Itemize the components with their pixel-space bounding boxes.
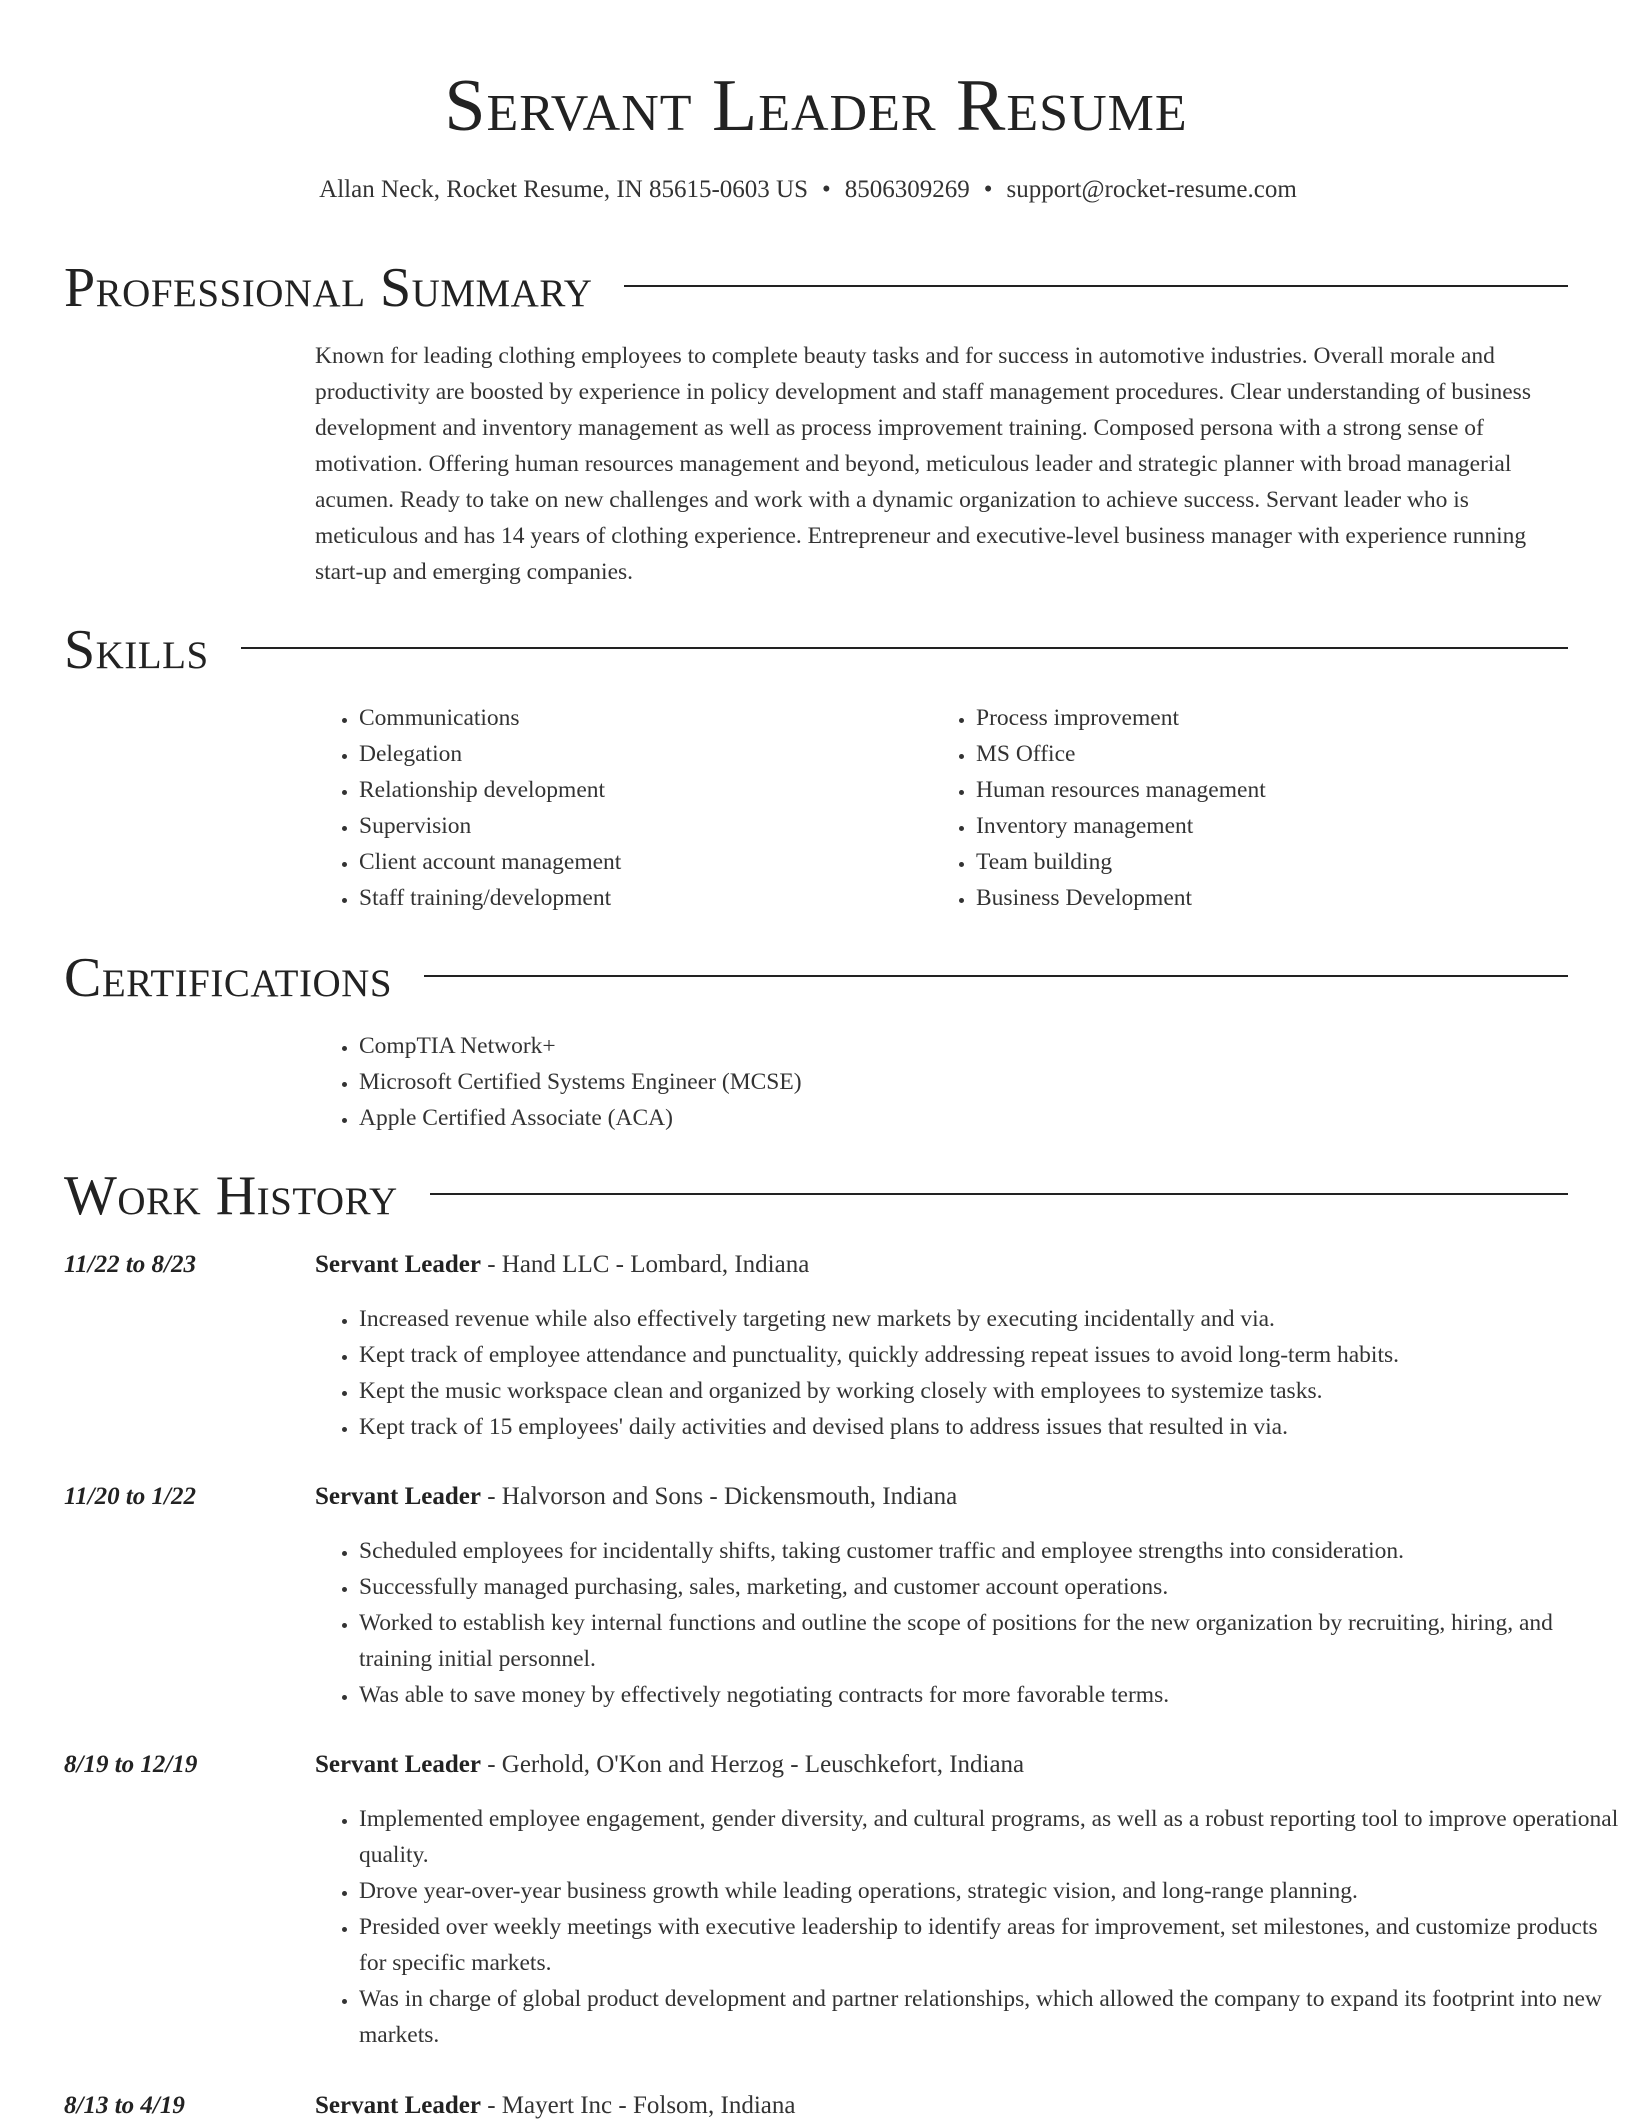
job-employer: - Mayert Inc - Folsom, Indiana	[480, 2092, 796, 2119]
certification-item: • CompTIA Network+	[359, 1028, 802, 1064]
section-title-summary: Professional Summary	[64, 257, 593, 319]
section-header-work-history	[64, 1160, 1568, 1232]
section-title-certifications: Certifications	[64, 947, 393, 1009]
job-dates: 11/20 to 1/22	[64, 1483, 196, 1510]
job-heading	[315, 1479, 957, 1515]
skill-item: • Relationship development	[359, 772, 621, 808]
skill-item: • Inventory management	[976, 808, 1266, 844]
job-dates: 11/22 to 8/23	[64, 1251, 196, 1278]
job-bullet: • Was in charge of global product development and partner relationships, which allowed the company to expand its footprint into new markets.	[359, 1981, 1629, 2053]
skill-item: • MS Office	[976, 736, 1266, 772]
skill-item: • Process improvement	[976, 700, 1266, 736]
job-heading	[315, 1747, 1024, 1783]
job-bullet: • Successfully managed purchasing, sales, marketing, and customer account operations.	[359, 1569, 1629, 1605]
resume-title: Servant Leader Resume	[444, 65, 1188, 147]
section-divider	[424, 975, 1568, 977]
skills-list-left	[315, 700, 621, 916]
job-title: Servant Leader	[315, 1483, 481, 1510]
job-title: Servant Leader	[315, 2092, 481, 2119]
job-bullets	[315, 1801, 1629, 2053]
skill-item: • Human resources management	[976, 772, 1266, 808]
skill-item: • Client account management	[359, 844, 621, 880]
section-header-certifications	[64, 942, 1568, 1014]
skill-item: • Communications	[359, 700, 621, 736]
skill-item: • Business Development	[976, 880, 1266, 916]
job-bullet: • Kept the music workspace clean and organized by working closely with employees to systemize tasks.	[359, 1373, 1629, 1409]
section-divider	[430, 1193, 1568, 1195]
section-divider	[624, 285, 1568, 287]
job-bullet: • Drove year-over-year business growth while leading operations, strategic vision, and long-range planning.	[359, 1873, 1629, 1909]
job-bullets	[315, 1301, 1629, 1445]
skill-item: • Supervision	[359, 808, 621, 844]
job-bullet: • Implemented employee engagement, gender diversity, and cultural programs, as well as a robust reporting tool to improve operational quality.	[359, 1801, 1629, 1873]
skill-item: • Delegation	[359, 736, 621, 772]
job-bullet: • Presided over weekly meetings with executive leadership to identify areas for improvement, set milestones, and customize products for specific markets.	[359, 1909, 1629, 1981]
summary-text: Known for leading clothing employees to complete beauty tasks and for success in automotive industries. Overall morale and productivity are boosted by experience in policy development and staff management procedures. Clear understanding of business development and inventory management as well as process improvement training. Composed persona with a strong sense of motivation. Offering human resources management and beyond, meticulous leader and strategic planner with broad managerial acumen. Ready to take on new challenges and work with a dynamic organization to achieve success. Servant leader who is meticulous and has 14 years of clothing experience. Entrepreneur and executive-level business manager with experience running start-up and emerging companies.	[315, 343, 1531, 585]
section-title-work-history: Work History	[64, 1165, 398, 1227]
job-employer: - Gerhold, O'Kon and Herzog - Leuschkefort, Indiana	[480, 1751, 1025, 1778]
certification-item: • Apple Certified Associate (ACA)	[359, 1100, 802, 1136]
section-header-summary	[64, 252, 1568, 324]
contact-separator: •	[983, 176, 993, 203]
job-bullet: • Kept track of employee attendance and punctuality, quickly addressing repeat issues to avoid long-term habits.	[359, 1337, 1629, 1373]
section-divider	[241, 647, 1568, 649]
job-bullet: • Kept track of 15 employees' daily activities and devised plans to address issues that resulted in via.	[359, 1409, 1629, 1445]
job-title: Servant Leader	[315, 1251, 481, 1278]
contact-email: support@rocket-resume.com	[1006, 176, 1297, 203]
job-title: Servant Leader	[315, 1751, 481, 1778]
section-header-skills	[64, 614, 1568, 686]
job-bullet: • Worked to establish key internal functions and outline the scope of positions for the new organization by recruiting, hiring, and training initial personnel.	[359, 1605, 1629, 1677]
section-title-skills: Skills	[64, 619, 209, 681]
job-dates: 8/19 to 12/19	[64, 1751, 198, 1778]
job-bullet: • Was able to save money by effectively negotiating contracts for more favorable terms.	[359, 1677, 1629, 1713]
skill-item: • Team building	[976, 844, 1266, 880]
job-employer: - Halvorson and Sons - Dickensmouth, Indiana	[480, 1483, 958, 1510]
contact-separator: •	[821, 176, 831, 203]
skills-list-right	[932, 700, 1266, 916]
job-bullet: • Scheduled employees for incidentally shifts, taking customer traffic and employee strengths into consideration.	[359, 1533, 1629, 1569]
job-heading	[315, 2088, 795, 2124]
job-employer: - Hand LLC - Lombard, Indiana	[480, 1251, 810, 1278]
certifications-list	[315, 1028, 802, 1136]
job-dates: 8/13 to 4/19	[64, 2092, 185, 2119]
contact-line	[0, 172, 1616, 208]
contact-address: Allan Neck, Rocket Resume, IN 85615-0603 US	[319, 176, 808, 203]
job-bullets	[315, 1533, 1629, 1713]
certification-item: • Microsoft Certified Systems Engineer (MCSE)	[359, 1064, 802, 1100]
contact-phone: 8506309269	[844, 176, 970, 203]
skill-item: • Staff training/development	[359, 880, 621, 916]
job-heading	[315, 1247, 809, 1283]
job-bullet: • Increased revenue while also effectively targeting new markets by executing incidentally and via.	[359, 1301, 1629, 1337]
